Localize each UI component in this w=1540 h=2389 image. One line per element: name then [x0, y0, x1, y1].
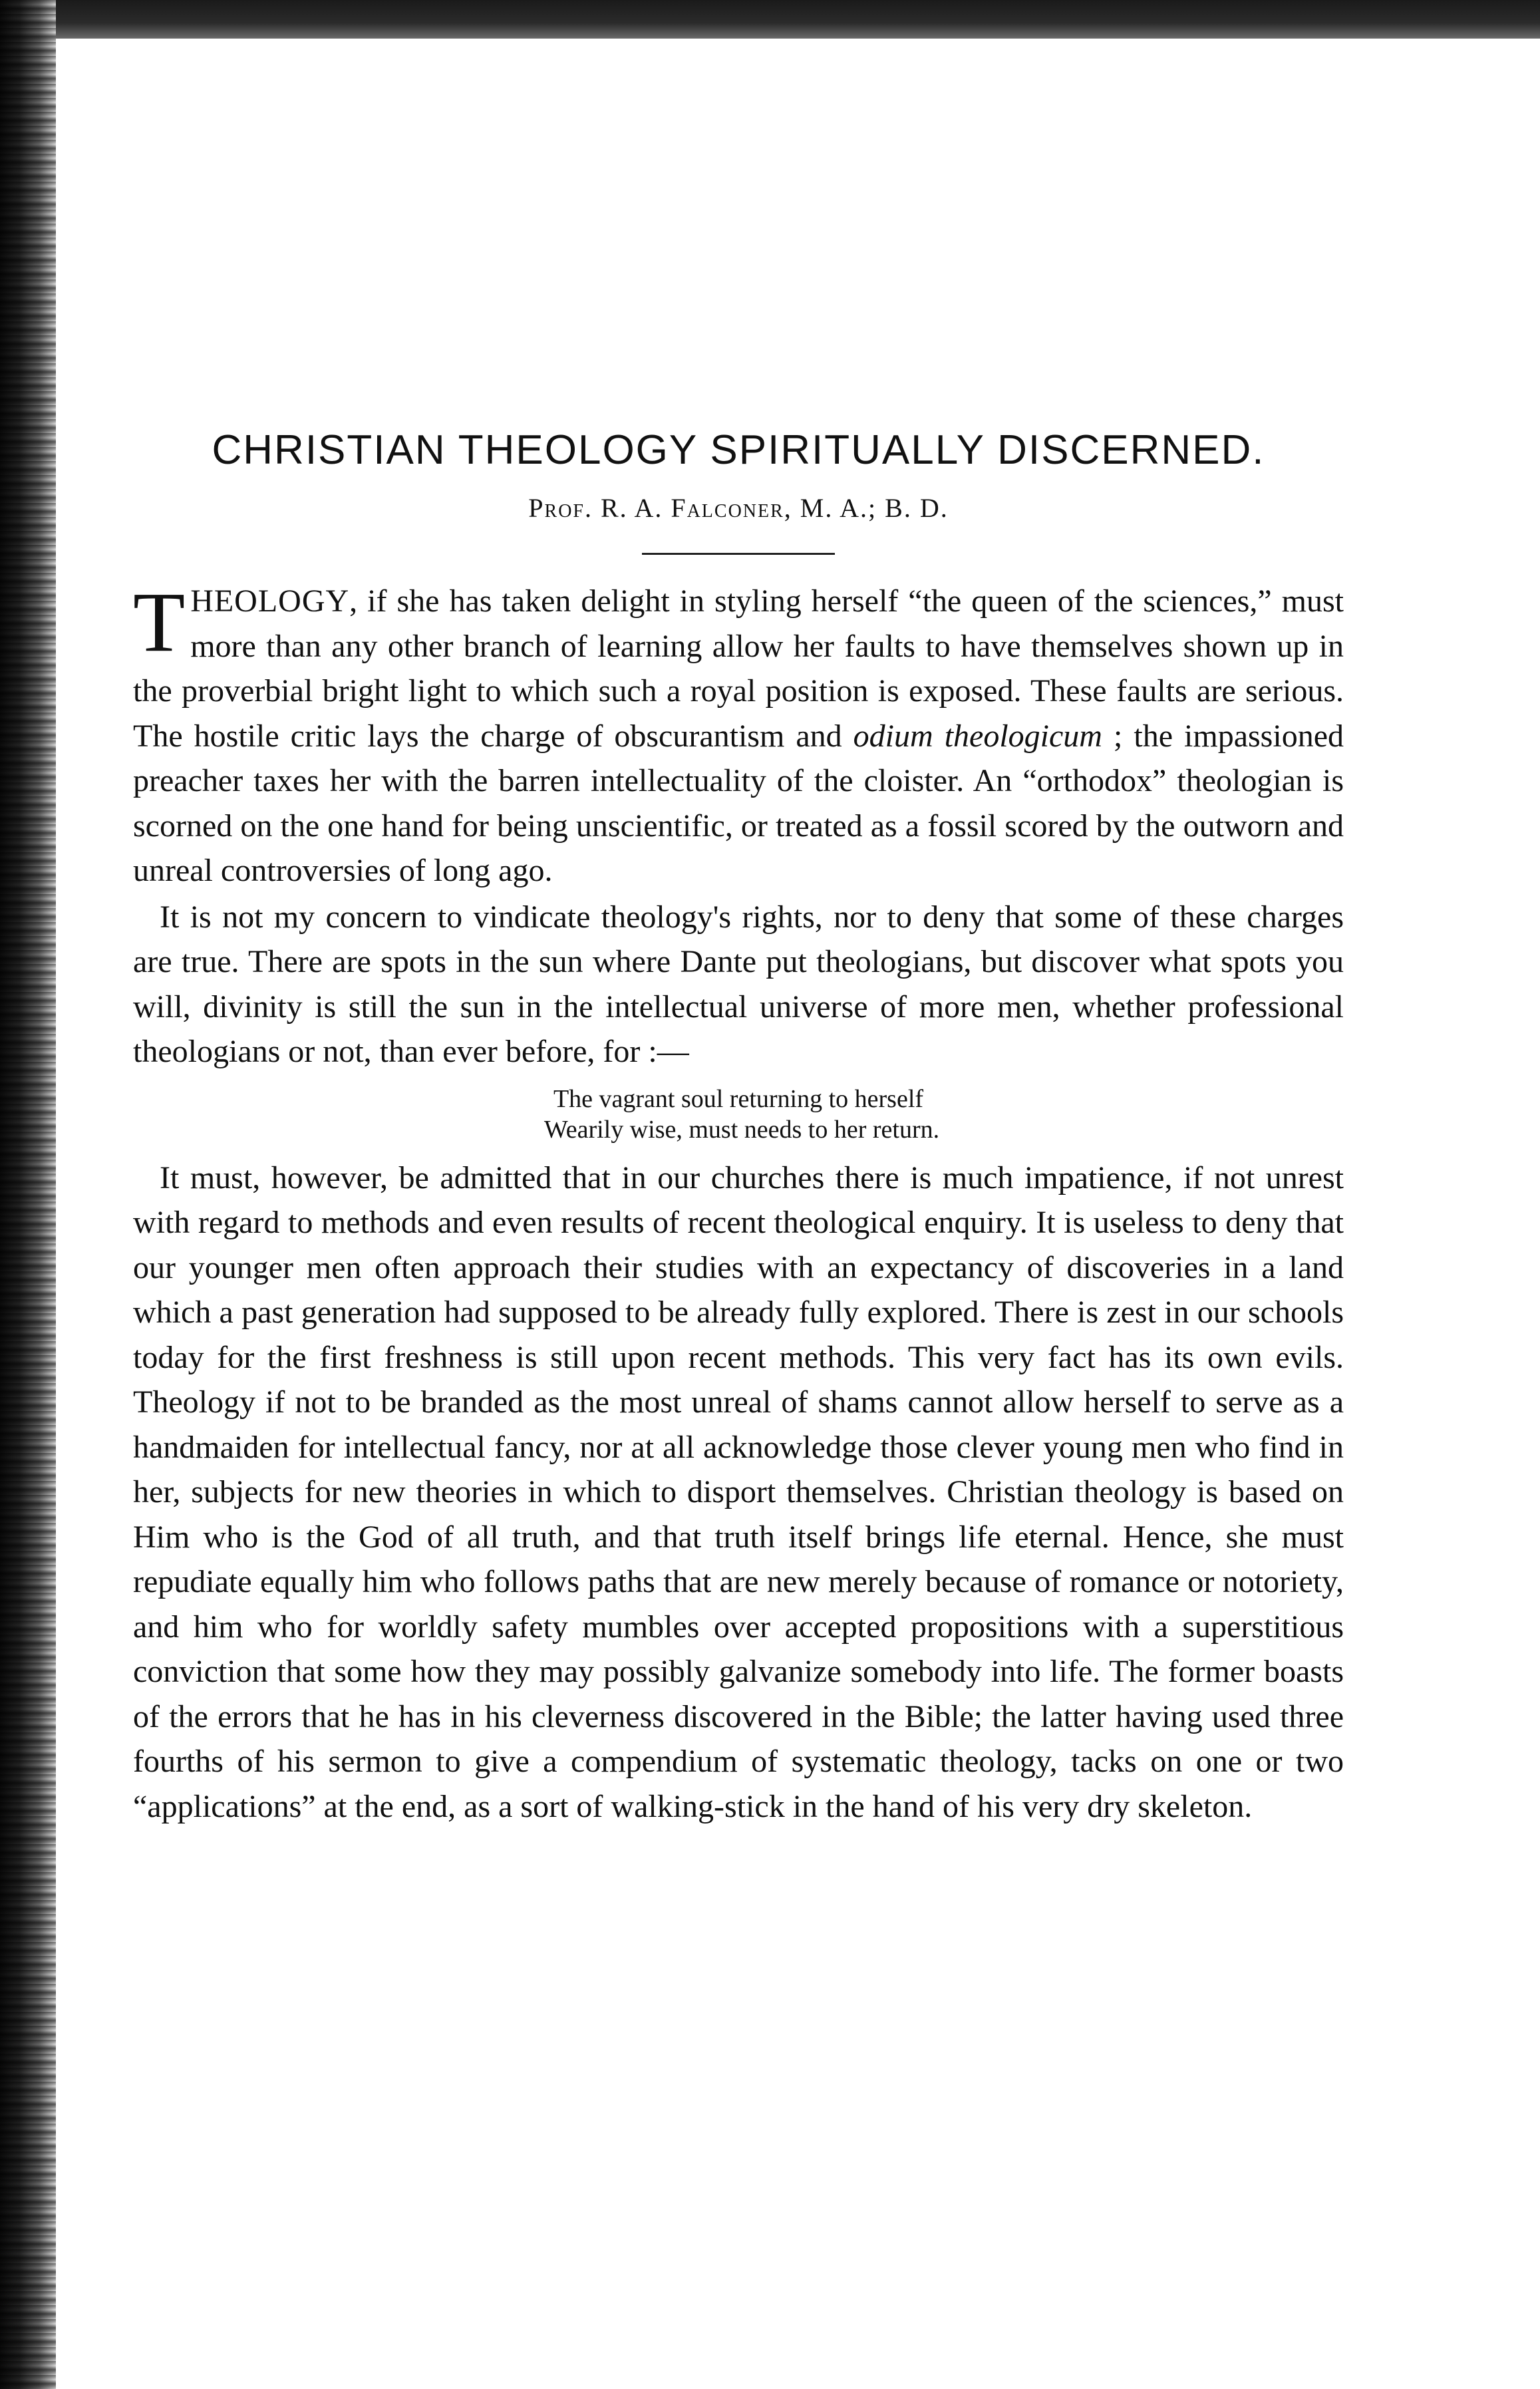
- paragraph-2: It is not my concern to vindicate theology's rights, nor to deny that some of these charges are true. There are spots in the sun where Dante put theologians, but discover what spots you will, divinity is still the sun in the intellectual universe of more men, whether professional theologians or not, than ever before, for :—: [133, 899, 1344, 1070]
- article-page: [133, 426, 1344, 1829]
- article-author: Prof. R. A. Falconer, M. A.; B. D.: [528, 493, 949, 524]
- title-rule: [642, 553, 835, 555]
- verse-line-1: The vagrant soul returning to herself: [553, 1084, 924, 1113]
- latin-phrase: odium theologicum: [853, 718, 1102, 754]
- drop-cap: T: [133, 575, 186, 670]
- lead-word: HEOLOGY: [190, 583, 350, 619]
- paragraph-3: It must, however, be admitted that in our churches there is much impatience, if not unrest with regard to methods and even results of recent theological enquiry. It is useless to deny that our younger men often approach their studies with an expectancy of discoveries in a land which a past generation had supposed to be already fully explored. There is zest in our schools today for the first freshness is still upon recent methods. This very fact has its own evils. Theology if not to be branded as the most unreal of shams cannot allow herself to serve as a handmaiden for intellectual fancy, nor at all acknowledge those clever young men who find in her, subjects for new theories in which to disport themselves. Christian theology is based on Him who is the God of all truth, and that truth itself brings life eternal. Hence, she must repudiate equally him who follows paths that are new merely because of romance or notoriety, and him who for worldly safety mumbles over accepted propositions with a superstitious conviction that some how they may possibly galvanize somebody into life. The former boasts of the errors that he has in his cleverness discovered in the Bible; the latter having used three fourths of his sermon to give a compendium of systematic theology, tacks on one or two “applications” at the end, as a sort of walking-stick in the hand of his very dry skeleton.: [133, 1160, 1344, 1824]
- scan-binding-edge: [0, 0, 56, 2389]
- scan-top-border: [0, 0, 1540, 39]
- verse-quote: [133, 1084, 1344, 1145]
- article-title: CHRISTIAN THEOLOGY SPIRITUALLY DISCERNED.: [212, 427, 1265, 473]
- paragraph-1-text-b: ; the impassioned preacher taxes her with the barren intellectuality of the cloister. An “orthodox” theologian is scorned on the one hand for being unscientific, or treated as a fossil scored by the outworn and unreal controversies of long ago.: [133, 718, 1344, 889]
- paragraph-1: [133, 575, 1344, 893]
- verse-line-2: Wearily wise, must needs to her return.: [543, 1115, 940, 1144]
- paragraph-1-text-a: , if she has taken delight in styling herself “the queen of the sciences,” must more than any other branch of learning allow her faults to have themselves shown up in the proverbial bright light to which such a royal position is exposed. These faults are serious. The hostile critic lays the charge of obscurantism and: [133, 583, 1344, 754]
